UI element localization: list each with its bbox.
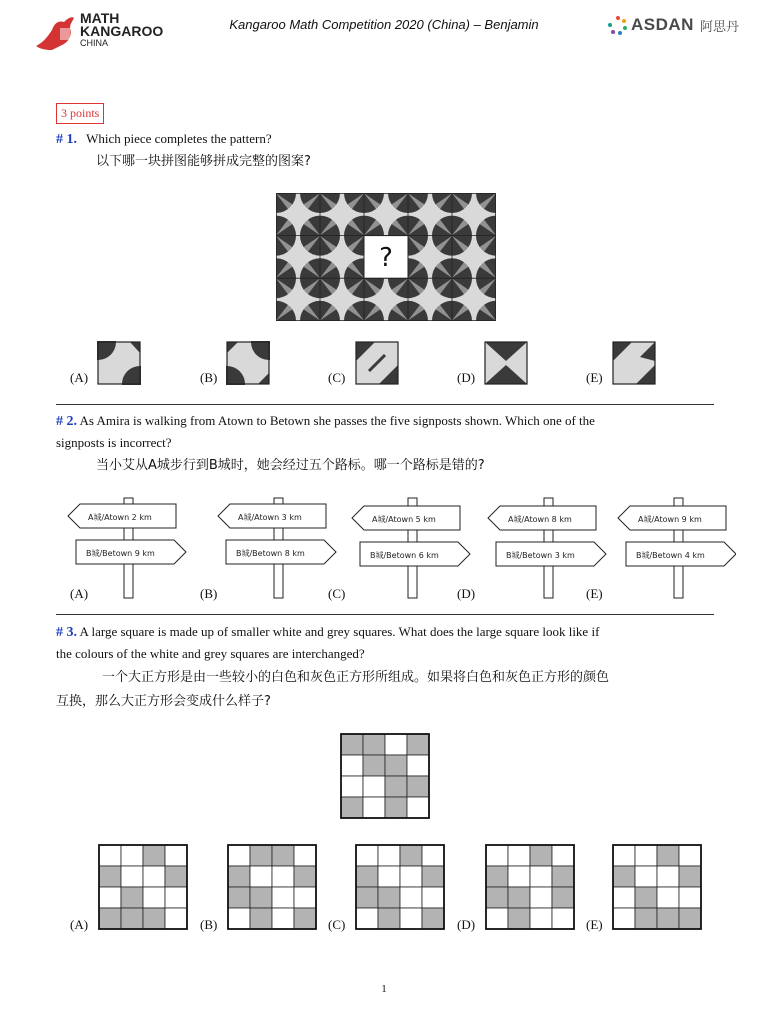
- signpost: [488, 498, 606, 598]
- question-1-header: [56, 128, 272, 149]
- white-cell: [407, 797, 429, 818]
- white-cell: [400, 887, 422, 908]
- option-a-grid[interactable]: [98, 844, 188, 930]
- white-cell: [657, 887, 679, 908]
- signposts-figure: [56, 496, 736, 600]
- white-cell: [165, 908, 187, 929]
- signpost: [68, 498, 186, 598]
- white-cell: [143, 866, 165, 887]
- grey-cell: [99, 908, 121, 929]
- white-cell: [508, 866, 530, 887]
- option-b-grid[interactable]: [227, 844, 317, 930]
- grey-cell: [363, 755, 385, 776]
- option-e-label: (E): [586, 370, 603, 385]
- white-cell: [635, 866, 657, 887]
- grey-cell: [486, 887, 508, 908]
- grey-cell: [635, 908, 657, 929]
- white-cell: [613, 908, 635, 929]
- grey-cell: [294, 866, 316, 887]
- option-c-label: (C): [328, 917, 346, 932]
- grey-cell: [250, 845, 272, 866]
- white-cell: [272, 887, 294, 908]
- grey-cell: [486, 866, 508, 887]
- grey-cell: [121, 908, 143, 929]
- option-b-label: (B): [200, 917, 218, 932]
- white-cell: [165, 887, 187, 908]
- grey-cell: [363, 734, 385, 755]
- points-badge: 3 points: [56, 103, 104, 124]
- white-cell: [99, 845, 121, 866]
- white-cell: [294, 845, 316, 866]
- question-text-cn: 以下哪一块拼图能够拼成完整的图案?: [96, 154, 311, 169]
- question-text-line1: As Amira is walking from Atown to Betown she passes the five signposts shown. Which one of the: [79, 413, 595, 428]
- atown-label: A城/Atown 9 km: [638, 515, 702, 524]
- white-cell: [356, 845, 378, 866]
- option-a-piece[interactable]: [97, 341, 141, 385]
- question-text-line2: signposts is incorrect?: [56, 435, 172, 450]
- atown-label: A城/Atown 8 km: [508, 515, 572, 524]
- white-cell: [613, 845, 635, 866]
- white-cell: [363, 776, 385, 797]
- grey-cell: [679, 866, 701, 887]
- asdan-wordmark-cn: 阿思丹: [700, 20, 740, 35]
- grey-cell: [99, 866, 121, 887]
- grey-cell: [552, 887, 574, 908]
- grey-cell: [385, 797, 407, 818]
- question-text-cn: 当小艾从A城步行到B城时，她会经过五个路标。哪一个路标是错的?: [96, 458, 485, 473]
- grey-cell: [143, 845, 165, 866]
- white-cell: [657, 866, 679, 887]
- question-number: # 2.: [56, 414, 77, 429]
- white-cell: [143, 887, 165, 908]
- option-c-label[interactable]: (C): [328, 586, 346, 601]
- option-d-label[interactable]: (D): [457, 586, 476, 601]
- grey-cell: [657, 908, 679, 929]
- option-e-piece[interactable]: [612, 341, 656, 385]
- betown-label: B城/Betown 8 km: [236, 549, 305, 558]
- option-c-grid[interactable]: [355, 844, 445, 930]
- grey-cell: [613, 866, 635, 887]
- white-cell: [294, 887, 316, 908]
- asdan-wordmark: ASDAN: [631, 15, 694, 34]
- white-cell: [679, 845, 701, 866]
- white-cell: [530, 887, 552, 908]
- grey-cell: [341, 797, 363, 818]
- white-cell: [99, 887, 121, 908]
- question-number: # 3.: [56, 625, 77, 640]
- white-cell: [165, 845, 187, 866]
- option-d-label: (D): [457, 917, 476, 932]
- grey-cell: [407, 734, 429, 755]
- question-text-cn-line2: 互换，那么大正方形会变成什么样子?: [56, 694, 271, 709]
- grey-cell: [356, 887, 378, 908]
- option-c-label: (C): [328, 370, 346, 385]
- white-cell: [272, 866, 294, 887]
- white-cell: [486, 908, 508, 929]
- grey-cell: [341, 734, 363, 755]
- signpost: [352, 498, 470, 598]
- grey-cell: [378, 908, 400, 929]
- betown-label: B城/Betown 4 km: [636, 551, 705, 560]
- atown-label: A城/Atown 5 km: [372, 515, 436, 524]
- white-cell: [378, 866, 400, 887]
- grey-cell: [422, 908, 444, 929]
- grey-cell: [385, 755, 407, 776]
- white-cell: [385, 734, 407, 755]
- white-cell: [341, 755, 363, 776]
- white-cell: [635, 845, 657, 866]
- option-b-label: (B): [200, 370, 218, 385]
- option-e-label[interactable]: (E): [586, 586, 603, 601]
- grey-cell: [272, 845, 294, 866]
- grey-cell: [422, 866, 444, 887]
- white-cell: [422, 845, 444, 866]
- question-text-line2: the colours of the white and grey squares are interchanged?: [56, 646, 365, 661]
- white-cell: [400, 908, 422, 929]
- question-mark: ?: [379, 242, 393, 273]
- grey-cell: [121, 887, 143, 908]
- option-a-label: (A): [70, 917, 89, 932]
- question-text-cn-line1: 一个大正方形是由一些较小的白色和灰色正方形所组成。如果将白色和灰色正方形的颜色: [102, 670, 610, 685]
- grey-cell: [657, 845, 679, 866]
- grey-cell: [635, 887, 657, 908]
- question-text: Which piece completes the pattern?: [86, 131, 272, 146]
- math-kangaroo-wordmark: MATH KANGAROO CHINA: [80, 10, 164, 48]
- option-d-piece[interactable]: [484, 341, 528, 385]
- option-e-label: (E): [586, 917, 603, 932]
- option-d-grid[interactable]: [485, 844, 575, 930]
- option-c-piece[interactable]: [355, 341, 399, 385]
- option-d-label: (D): [457, 370, 476, 385]
- grey-cell: [250, 908, 272, 929]
- atown-label: A城/Atown 2 km: [88, 513, 152, 522]
- question-2-header: [56, 410, 716, 453]
- grey-cell: [378, 887, 400, 908]
- main-grid-figure: [340, 733, 430, 819]
- white-cell: [486, 845, 508, 866]
- grey-cell: [228, 866, 250, 887]
- asdan-logo-icon: [606, 14, 630, 38]
- white-cell: [530, 908, 552, 929]
- grey-cell: [356, 866, 378, 887]
- signpost: [618, 498, 736, 598]
- white-cell: [228, 908, 250, 929]
- pattern-figure: [276, 193, 496, 321]
- option-b-piece[interactable]: [226, 341, 270, 385]
- white-cell: [613, 887, 635, 908]
- grey-cell: [294, 908, 316, 929]
- section-divider: [56, 614, 714, 615]
- section-divider: [56, 404, 714, 405]
- grey-cell: [407, 776, 429, 797]
- white-cell: [341, 776, 363, 797]
- white-cell: [356, 908, 378, 929]
- grey-cell: [165, 866, 187, 887]
- option-a-label[interactable]: (A): [70, 586, 89, 601]
- white-cell: [363, 797, 385, 818]
- white-cell: [552, 908, 574, 929]
- question-text-line1: A large square is made up of smaller white and grey squares. What does the large square look like if: [79, 624, 600, 639]
- grey-cell: [679, 908, 701, 929]
- white-cell: [250, 866, 272, 887]
- question-3-header: [56, 621, 716, 664]
- white-cell: [407, 755, 429, 776]
- betown-label: B城/Betown 9 km: [86, 549, 155, 558]
- grey-cell: [508, 908, 530, 929]
- white-cell: [508, 845, 530, 866]
- white-cell: [121, 866, 143, 887]
- question-number: # 1.: [56, 132, 77, 147]
- atown-label: A城/Atown 3 km: [238, 513, 302, 522]
- signpost: [218, 498, 336, 598]
- grey-cell: [385, 776, 407, 797]
- grey-cell: [228, 887, 250, 908]
- option-b-label[interactable]: (B): [200, 586, 218, 601]
- white-cell: [400, 866, 422, 887]
- white-cell: [272, 908, 294, 929]
- grey-cell: [400, 845, 422, 866]
- grey-cell: [250, 887, 272, 908]
- page-header-title: Kangaroo Math Competition 2020 (China) – Benjamin: [229, 17, 539, 32]
- grey-cell: [552, 866, 574, 887]
- page-number: 1: [381, 983, 387, 995]
- white-cell: [422, 887, 444, 908]
- white-cell: [378, 845, 400, 866]
- option-a-label: (A): [70, 370, 89, 385]
- option-e-grid[interactable]: [612, 844, 702, 930]
- white-cell: [228, 845, 250, 866]
- white-cell: [679, 887, 701, 908]
- white-cell: [121, 845, 143, 866]
- betown-label: B城/Betown 3 km: [506, 551, 575, 560]
- betown-label: B城/Betown 6 km: [370, 551, 439, 560]
- white-cell: [552, 845, 574, 866]
- white-cell: [530, 866, 552, 887]
- grey-cell: [143, 908, 165, 929]
- grey-cell: [530, 845, 552, 866]
- grey-cell: [508, 887, 530, 908]
